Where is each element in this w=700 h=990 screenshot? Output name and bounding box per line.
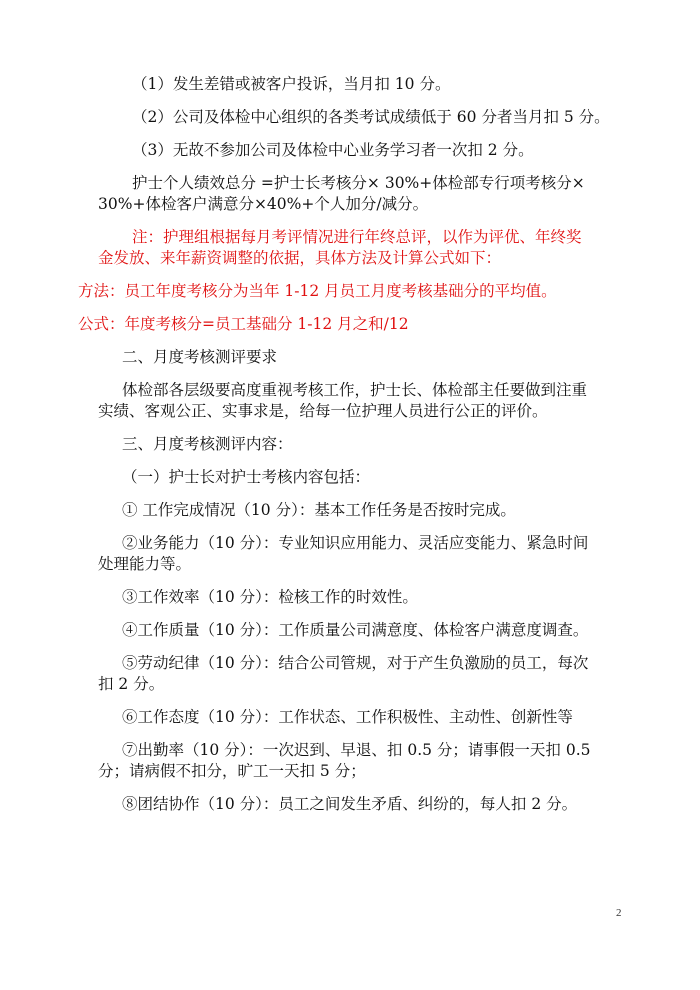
section-2-body-line-1: 体检部各层级要高度重视考核工作，护士长、体检部主任要做到注重 [122, 381, 588, 399]
annual-formula: 公式：年度考核分=员工基础分 1-12 月之和/12 [78, 315, 409, 333]
performance-formula-line-2: 30%+体检客户满意分×40%+个人加分/减分。 [98, 195, 429, 213]
annual-review-note [98, 227, 618, 269]
deduction-item-3: （3）无故不参加公司及体检中心业务学习者一次扣 2 分。 [132, 141, 534, 159]
criterion-4: ④工作质量（10 分）：工作质量公司满意度、体检客户满意度调查。 [122, 621, 589, 639]
criterion-3: ③工作效率（10 分）：检核工作的时效性。 [122, 588, 418, 606]
performance-formula-line-1: 护士个人绩效总分 =护士长考核分× 30%+体检部专行项考核分× [132, 174, 585, 192]
criterion-2-line-1: ②业务能力（10 分）：专业知识应用能力、灵活应变能力、紧急时间 [122, 534, 589, 552]
criterion-8: ⑧团结协作（10 分）：员工之间发生矛盾、纠纷的，每人扣 2 分。 [122, 795, 578, 813]
criterion-5 [98, 653, 618, 695]
deduction-item-1: （1）发生差错或被客户投诉，当月扣 10 分。 [132, 75, 451, 93]
performance-formula [98, 173, 618, 215]
document-body [78, 74, 618, 827]
criterion-7-line-1: ⑦出勤率（10 分）：一次迟到、早退、扣 0.5 分；请事假一天扣 0.5 [122, 741, 591, 759]
criterion-2-line-2: 处理能力等。 [98, 555, 192, 573]
annual-review-note-line-1: 注：护理组根据每月考评情况进行年终总评，以作为评优、年终奖 [132, 228, 582, 246]
criterion-5-line-1: ⑤劳动纪律（10 分）：结合公司管规，对于产生负激励的员工，每次 [122, 654, 589, 672]
criterion-7 [98, 740, 618, 782]
criterion-2 [98, 533, 618, 575]
annual-review-note-line-2: 金发放、来年薪资调整的依据，具体方法及计算公式如下： [98, 249, 502, 267]
section-2-title: 二、月度考核测评要求 [122, 348, 278, 366]
criterion-1: ① 工作完成情况（10 分）：基本工作任务是否按时完成。 [122, 501, 516, 519]
deduction-item-2: （2）公司及体检中心组织的各类考试成绩低于 60 分者当月扣 5 分。 [132, 108, 610, 126]
criterion-7-line-2: 分；请病假不扣分，旷工一天扣 5 分； [98, 762, 366, 780]
section-2-body [98, 380, 618, 422]
criterion-6: ⑥工作态度（10 分）：工作状态、工作积极性、主动性、创新性等 [122, 708, 573, 726]
annual-method: 方法：员工年度考核分为当年 1-12 月员工月度考核基础分的平均值。 [78, 282, 557, 300]
page-number: 2 [616, 907, 622, 919]
subsection-1-title: （一）护士长对护士考核内容包括： [122, 468, 371, 486]
section-3-title: 三、月度考核测评内容： [122, 435, 293, 453]
criterion-5-line-2: 扣 2 分。 [98, 675, 165, 693]
section-2-body-line-2: 实绩、客观公正、实事求是，给每一位护理人员进行公正的评价。 [98, 402, 548, 420]
